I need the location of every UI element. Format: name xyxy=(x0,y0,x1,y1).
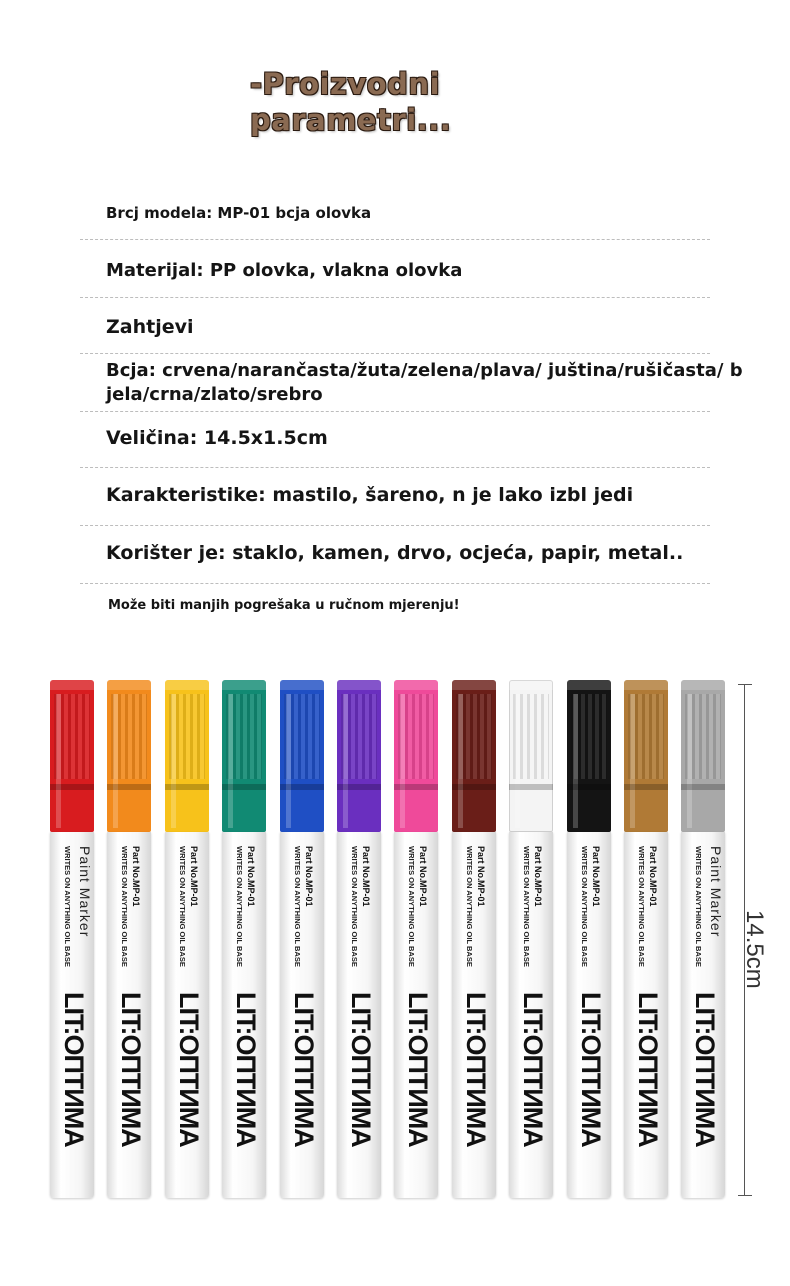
brand-logo: LIT:OПTИMA xyxy=(633,992,663,1147)
brand-logo: LIT:OПTИMA xyxy=(690,992,720,1147)
marker-cap xyxy=(567,680,611,832)
brand-logo: LIT:OПTИMA xyxy=(289,992,319,1147)
spec-row xyxy=(80,468,710,526)
spec-requirements: Zahtjevi xyxy=(106,316,194,338)
marker-barrel xyxy=(624,832,668,1198)
spec-row xyxy=(80,354,743,412)
brand-logo: LIT:OПTИMA xyxy=(403,992,433,1147)
spec-list xyxy=(80,182,743,584)
marker-barrel xyxy=(222,832,266,1198)
marker-barrel xyxy=(509,832,553,1198)
part-no-label: Part No. xyxy=(418,846,428,881)
writes-on-anything-label: WRITES ON ANYTHING OIL BASE xyxy=(120,846,129,967)
part-no-value: MP-01 xyxy=(648,880,658,907)
brand-logo: LIT:OПTИMA xyxy=(116,992,146,1147)
paint-marker-label: Paint Marker xyxy=(708,846,724,938)
spec-model: Brcj modela: MP-01 bcja olovka xyxy=(106,204,372,222)
part-no-label: Part No. xyxy=(648,846,658,881)
dimension-label: 14.5cm xyxy=(741,910,768,989)
title-line-2: parametri... xyxy=(250,103,452,137)
paint-marker-label: Paint Marker xyxy=(77,846,93,938)
part-no-value: MP-01 xyxy=(246,880,256,907)
part-no-value: MP-01 xyxy=(304,880,314,907)
part-no-label: Part No. xyxy=(304,846,314,881)
brand-logo: LIT:OПTИMA xyxy=(231,992,261,1147)
page-title xyxy=(250,66,510,138)
paint-marker xyxy=(335,680,383,1198)
marker-barrel xyxy=(337,832,381,1198)
marker-barrel xyxy=(50,832,94,1198)
marker-cap xyxy=(394,680,438,832)
part-no-value: MP-01 xyxy=(418,880,428,907)
spec-row xyxy=(80,298,710,354)
spec-row xyxy=(80,240,710,298)
paint-marker xyxy=(507,680,555,1198)
marker-cap xyxy=(681,680,725,832)
paint-marker xyxy=(48,680,96,1198)
marker-product-image xyxy=(0,680,790,1200)
brand-logo: LIT:OПTИMA xyxy=(59,992,89,1147)
marker-cap xyxy=(222,680,266,832)
part-no-label: Part No. xyxy=(131,846,141,881)
marker-barrel xyxy=(280,832,324,1198)
paint-marker xyxy=(163,680,211,1198)
writes-on-anything-label: WRITES ON ANYTHING OIL BASE xyxy=(694,846,703,967)
part-no-label: Part No. xyxy=(189,846,199,881)
brand-logo: LIT:OПTИMA xyxy=(174,992,204,1147)
part-no-label: Part No. xyxy=(246,846,256,881)
marker-cap xyxy=(280,680,324,832)
marker-barrel xyxy=(452,832,496,1198)
marker-cap xyxy=(509,680,553,832)
spec-material: Materijal: PP olovka, vlakna olovka xyxy=(106,260,463,281)
spec-row xyxy=(80,412,710,468)
paint-marker xyxy=(679,680,727,1198)
writes-on-anything-label: WRITES ON ANYTHING OIL BASE xyxy=(580,846,589,967)
brand-logo: LIT:OПTИMA xyxy=(346,992,376,1147)
marker-cap xyxy=(337,680,381,832)
marker-barrel xyxy=(567,832,611,1198)
marker-cap xyxy=(50,680,94,832)
title-line-1: -Proizvodni xyxy=(250,67,441,101)
marker-cap xyxy=(452,680,496,832)
writes-on-anything-label: WRITES ON ANYTHING OIL BASE xyxy=(293,846,302,967)
spec-row xyxy=(80,526,710,584)
part-no-value: MP-01 xyxy=(361,880,371,907)
part-no-value: MP-01 xyxy=(591,880,601,907)
part-no-value: MP-01 xyxy=(533,880,543,907)
paint-marker xyxy=(392,680,440,1198)
marker-cap xyxy=(107,680,151,832)
marker-barrel xyxy=(165,832,209,1198)
marker-barrel xyxy=(394,832,438,1198)
part-no-label: Part No. xyxy=(591,846,601,881)
paint-marker xyxy=(220,680,268,1198)
part-no-label: Part No. xyxy=(533,846,543,881)
part-no-value: MP-01 xyxy=(476,880,486,907)
spec-features: Karakteristike: mastilo, šareno, n je lako izbl jedi xyxy=(106,484,634,506)
marker-barrel xyxy=(107,832,151,1198)
writes-on-anything-label: WRITES ON ANYTHING OIL BASE xyxy=(235,846,244,967)
writes-on-anything-label: WRITES ON ANYTHING OIL BASE xyxy=(522,846,531,967)
writes-on-anything-label: WRITES ON ANYTHING OIL BASE xyxy=(637,846,646,967)
spec-usage: Korišter je: staklo, kamen, drvo, ocjeća, papir, metal.. xyxy=(106,542,684,564)
paint-marker xyxy=(450,680,498,1198)
paint-marker xyxy=(105,680,153,1198)
part-no-value: MP-01 xyxy=(189,880,199,907)
writes-on-anything-label: WRITES ON ANYTHING OIL BASE xyxy=(350,846,359,967)
measurement-note: Može biti manjih pogrešaka u ručnom mjerenju! xyxy=(108,598,460,613)
paint-marker xyxy=(278,680,326,1198)
brand-logo: LIT:OПTИMA xyxy=(518,992,548,1147)
writes-on-anything-label: WRITES ON ANYTHING OIL BASE xyxy=(178,846,187,967)
writes-on-anything-label: WRITES ON ANYTHING OIL BASE xyxy=(465,846,474,967)
part-no-label: Part No. xyxy=(361,846,371,881)
marker-cap xyxy=(624,680,668,832)
brand-logo: LIT:OПTИMA xyxy=(576,992,606,1147)
part-no-label: Part No. xyxy=(476,846,486,881)
marker-cap xyxy=(165,680,209,832)
marker-barrel xyxy=(681,832,725,1198)
spec-row xyxy=(80,182,710,240)
spec-colors: Bcja: crvena/narančasta/žuta/zelena/plava/ juština/rušičasta/ b jela/crna/zlato/srebro xyxy=(106,360,743,405)
paint-marker xyxy=(622,680,670,1198)
brand-logo: LIT:OПTИMA xyxy=(461,992,491,1147)
writes-on-anything-label: WRITES ON ANYTHING OIL BASE xyxy=(407,846,416,967)
spec-size: Veličina: 14.5x1.5cm xyxy=(106,427,328,449)
paint-marker xyxy=(565,680,613,1198)
part-no-value: MP-01 xyxy=(131,880,141,907)
writes-on-anything-label: WRITES ON ANYTHING OIL BASE xyxy=(63,846,72,967)
